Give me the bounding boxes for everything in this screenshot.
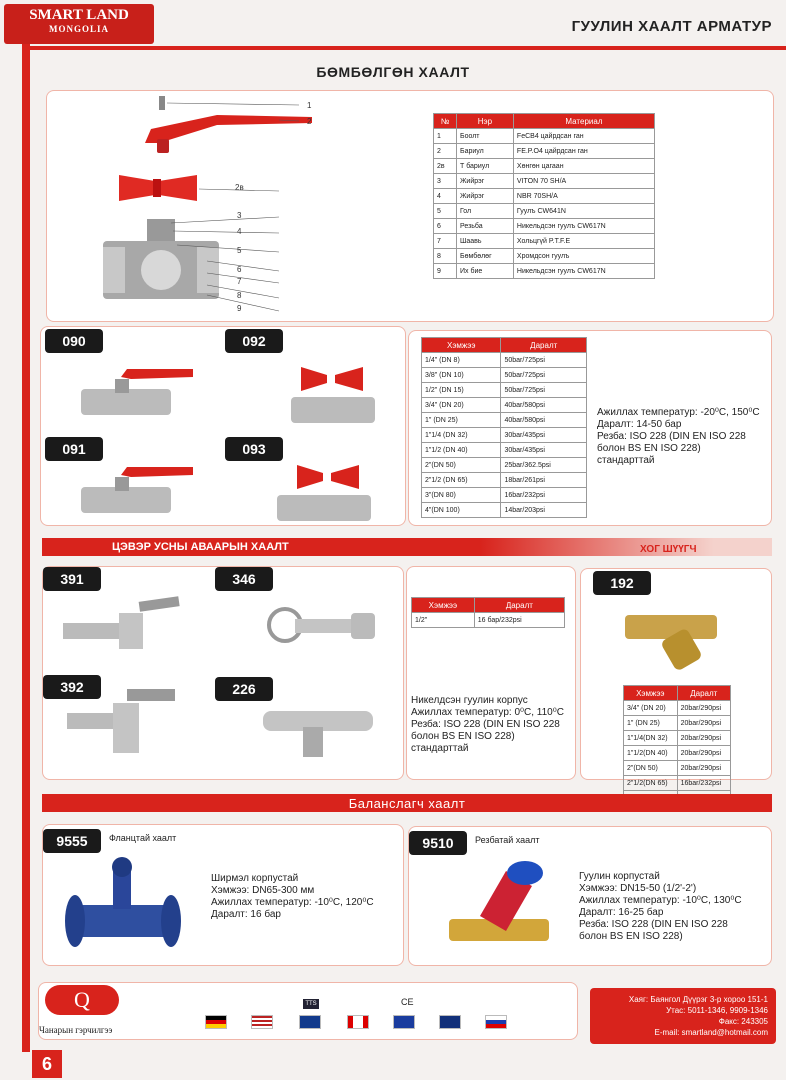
threaded-spec-line: болон BS EN ISO 228) [579, 931, 683, 942]
strainer-table-cell: 1" (DN 25) [624, 716, 678, 731]
size-table-cell: 14bar/203psi [501, 503, 587, 518]
russia-flag-icon [485, 1015, 507, 1029]
size-table-cell: 3/4" (DN 20) [422, 398, 501, 413]
tts-cert-mark: TTS [303, 999, 319, 1009]
size-table-cell: 40bar/580psi [501, 413, 587, 428]
strainer-table-row [624, 716, 731, 731]
size-table-row [422, 503, 587, 518]
model-tag-9555: 9555 [43, 829, 101, 853]
parts-table-cell: NBR 70SH/A [513, 189, 654, 204]
size-table-cell: 1/4" (DN 8) [422, 353, 501, 368]
parts-table-row [434, 234, 655, 249]
parts-table-row [434, 189, 655, 204]
size-table-cell: 50bar/725psi [501, 383, 587, 398]
size-table-cell: 4"(DN 100) [422, 503, 501, 518]
parts-table-header-0: № [434, 114, 457, 129]
strainer-table-cell: 20bar/290psi [677, 761, 730, 776]
size-table-header-0: Хэмжээ [422, 338, 501, 353]
flanged-valve-specs [211, 873, 401, 921]
emergency-spec-text [411, 695, 577, 755]
parts-table-cell: Бөмбөлөг [456, 249, 513, 264]
ball-spec-line: Резба: ISO 228 (DIN EN ISO 228 [597, 431, 746, 442]
size-table-row [422, 428, 587, 443]
parts-table-cell: Резьба [456, 219, 513, 234]
emergency-specs-panel [406, 566, 576, 780]
size-table-header-1: Даралт [501, 338, 587, 353]
parts-table-cell: 8 [434, 249, 457, 264]
left-accent-bar [22, 32, 30, 1052]
size-table-cell: 1" (DN 25) [422, 413, 501, 428]
emergency-table-cell: 1/2" [412, 613, 475, 628]
strainer-table-cell: 20bar/290psi [677, 746, 730, 761]
parts-table-cell: Хромдсон гуулъ [513, 249, 654, 264]
parts-table-header-1: Нэр [456, 114, 513, 129]
size-table-cell: 25bar/362.5psi [501, 458, 587, 473]
balancing-right-panel [408, 826, 772, 966]
valve-093-image [267, 455, 387, 525]
eu-flag-icon [393, 1015, 415, 1029]
valve-092-image [271, 357, 391, 427]
contact-address-box [590, 988, 776, 1044]
emergency-models-panel [42, 566, 404, 780]
model-tag-392: 392 [43, 675, 101, 699]
page-number: 6 [32, 1050, 62, 1078]
strainer-panel [580, 568, 772, 787]
footer-cert-panel [38, 982, 578, 1040]
ball-valve-models-panel [40, 326, 406, 526]
top-accent-line [22, 46, 786, 50]
uk-flag-icon [299, 1015, 321, 1029]
model-tag-9510: 9510 [409, 831, 467, 855]
valve-391-image [63, 593, 183, 657]
parts-table-cell: 4 [434, 189, 457, 204]
parts-table-cell: 6 [434, 219, 457, 234]
strainer-table-row [624, 731, 731, 746]
ball-valve-panel [46, 90, 774, 322]
threaded-valve-name: Резбатай хаалт [475, 835, 540, 845]
strainer-table-cell: 20bar/290psi [677, 701, 730, 716]
callout-3: 3 [237, 211, 242, 220]
size-table-cell: 16bar/232psi [501, 488, 587, 503]
size-table-cell: 30bar/435psi [501, 428, 587, 443]
ball-spec-line: Даралт: 14-50 бар [597, 419, 682, 430]
size-pressure-table [421, 337, 587, 518]
valve-091-image [71, 445, 201, 517]
emergency-valve-banner: ЦЭВЭР УСНЫ АВААРЫН ХААЛТ [42, 538, 772, 556]
model-tag-391: 391 [43, 567, 101, 591]
parts-table-cell: 9 [434, 264, 457, 279]
size-table-row [422, 383, 587, 398]
parts-table-cell: FeCB4 цайрдсан ган [513, 129, 654, 144]
size-table-cell: 50bar/725psi [501, 353, 587, 368]
model-tag-192: 192 [593, 571, 651, 595]
callout-8: 8 [237, 291, 242, 300]
parts-table-cell: Никельдсэн гуулъ CW617N [513, 219, 654, 234]
parts-table-cell: 2 [434, 144, 457, 159]
emergency-table-header-0: Хэмжээ [412, 598, 475, 613]
strainer-table-cell: 1"1/4(DN 32) [624, 731, 678, 746]
threaded-spec-line: Гуулин корпустай [579, 871, 660, 882]
parts-table-row [434, 204, 655, 219]
parts-table-cell: Шаавь [456, 234, 513, 249]
valve-226-image [263, 697, 389, 767]
flanged-spec-line: Ажиллах температур: -10⁰C, 120⁰C [211, 897, 374, 908]
parts-table-cell: Никельдсэн гуулъ CW617N [513, 264, 654, 279]
parts-table-cell: Жийрэг [456, 174, 513, 189]
parts-table-cell: Гол [456, 204, 513, 219]
size-table-cell: 3"(DN 80) [422, 488, 501, 503]
parts-table-header-2: Материал [513, 114, 654, 129]
strainer-table-cell: 2"1/2(DN 65) [624, 776, 678, 791]
strainer-table-cell: 2"(DN 50) [624, 761, 678, 776]
parts-table-cell: Их бие [456, 264, 513, 279]
quality-certificate-label: Чанарын гэрчилгээ [39, 1025, 113, 1035]
australia-flag-icon [439, 1015, 461, 1029]
model-tag-091: 091 [45, 437, 103, 461]
callout-6: 6 [237, 265, 242, 274]
size-table-cell: 40bar/580psi [501, 398, 587, 413]
emergency-spec-line: Никелдсэн гуулин корпус [411, 695, 528, 706]
size-table-cell: 2"(DN 50) [422, 458, 501, 473]
parts-table-cell: 1 [434, 129, 457, 144]
valve-9510-image [443, 857, 563, 957]
callout-1: 1 [307, 101, 312, 110]
parts-table-cell: Жийрэг [456, 189, 513, 204]
strainer-table-cell: 1"1/2(DN 40) [624, 746, 678, 761]
balancing-valve-banner: Баланслагч хаалт [42, 794, 772, 812]
flanged-spec-line: Даралт: 16 бар [211, 909, 281, 920]
parts-table-cell: Т бариул [456, 159, 513, 174]
size-table-row [422, 398, 587, 413]
germany-flag-icon [205, 1015, 227, 1029]
parts-table-cell: Боолт [456, 129, 513, 144]
strainer-table-row [624, 776, 731, 791]
parts-table-cell: Бариул [456, 144, 513, 159]
quality-mark-logo: Q [45, 985, 119, 1015]
canada-flag-icon [347, 1015, 369, 1029]
model-tag-346: 346 [215, 567, 273, 591]
flanged-spec-line: Ширмэл корпустай [211, 873, 299, 884]
balancing-left-panel [42, 824, 404, 966]
threaded-spec-line: Ажиллах температур: -10⁰C, 130⁰C [579, 895, 742, 906]
ball-spec-line: стандарттай [597, 455, 655, 466]
usa-flag-icon [251, 1015, 273, 1029]
parts-table-row [434, 219, 655, 234]
flanged-valve-name: Фланцтай хаалт [109, 833, 177, 843]
strainer-table-cell: 3/4" (DN 20) [624, 701, 678, 716]
ball-valve-spec-text [597, 407, 769, 467]
strainer-table-row [624, 761, 731, 776]
parts-table-row [434, 264, 655, 279]
ce-cert-mark: CE [401, 997, 414, 1007]
ball-spec-line: болон BS EN ISO 228) [597, 443, 701, 454]
brand-logo: SMART LAND MONGOLIA [4, 4, 154, 44]
size-table-row [422, 368, 587, 383]
emergency-spec-line: стандарттай [411, 743, 469, 754]
emergency-spec-line: болон BS EN ISO 228) [411, 731, 515, 742]
strainer-size-table [623, 685, 731, 806]
size-table-cell: 2"1/2 (DN 65) [422, 473, 501, 488]
parts-table-row [434, 174, 655, 189]
size-table-row [422, 473, 587, 488]
emergency-size-table [411, 597, 565, 628]
parts-table-cell: 5 [434, 204, 457, 219]
strainer-table-cell: 20bar/290psi [677, 731, 730, 746]
size-table-cell: 30bar/435psi [501, 443, 587, 458]
size-table-cell: 1"1/4 (DN 32) [422, 428, 501, 443]
ball-spec-line: Ажиллах температур: -20⁰C, 150⁰C [597, 407, 760, 418]
parts-table-row [434, 144, 655, 159]
size-table-row [422, 353, 587, 368]
parts-table-cell: VITON 70 SH/A [513, 174, 654, 189]
address-line: Хаяг: Баянгол Дүүрэг 3-р хороо 151-1 [628, 995, 768, 1004]
size-table-cell: 3/8" (DN 10) [422, 368, 501, 383]
model-tag-226: 226 [215, 677, 273, 701]
valve-exploded-diagram [67, 95, 327, 317]
size-table-row [422, 413, 587, 428]
page-section-title: ГУУЛИН ХААЛТ АРМАТУР [571, 18, 772, 35]
parts-table-cell: 7 [434, 234, 457, 249]
size-table-row [422, 458, 587, 473]
parts-table-cell: FE.P.O4 цайрдсан ган [513, 144, 654, 159]
strainer-table-header-0: Хэмжээ [624, 686, 678, 701]
address-line: Утас: 5011-1346, 9909-1346 [666, 1006, 768, 1015]
ball-valve-title: БӨМБӨЛГӨН ХААЛТ [316, 64, 470, 80]
parts-table-cell: Хөнгөн цагаан [513, 159, 654, 174]
valve-090-image [71, 347, 201, 419]
strainer-table-row [624, 746, 731, 761]
threaded-spec-line: Даралт: 16-25 бар [579, 907, 664, 918]
address-line: E-mail: smartland@hotmail.com [654, 1028, 768, 1037]
callout-4: 4 [237, 227, 242, 236]
strainer-table-cell: 16bar/232psi [677, 776, 730, 791]
strainer-table-row [624, 701, 731, 716]
threaded-spec-line: Резба: ISO 228 (DIN EN ISO 228 [579, 919, 728, 930]
parts-table-row [434, 249, 655, 264]
size-table-cell: 1/2" (DN 15) [422, 383, 501, 398]
parts-table-cell: 2в [434, 159, 457, 174]
parts-table-row [434, 129, 655, 144]
size-table-row [422, 443, 587, 458]
flanged-spec-line: Хэмжээ: DN65-300 мм [211, 885, 315, 896]
strainer-image [625, 597, 725, 675]
callout-5: 5 [237, 246, 242, 255]
strainer-table-cell: 20bar/290psi [677, 716, 730, 731]
emergency-table-header-1: Даралт [474, 598, 564, 613]
threaded-spec-line: Хэмжээ: DN15-50 (1/2'-2') [579, 883, 697, 894]
emergency-table-cell: 16 бар/232psi [474, 613, 564, 628]
model-tag-093: 093 [225, 437, 283, 461]
callout-9: 9 [237, 304, 242, 313]
parts-table [433, 113, 655, 279]
address-line: Факс: 243305 [718, 1017, 768, 1026]
emergency-table-row [412, 613, 565, 628]
valve-346-image [265, 597, 385, 657]
valve-392-image [67, 683, 187, 763]
emergency-spec-line: Ажиллах температур: 0⁰C, 110⁰C [411, 707, 564, 718]
callout-7: 7 [237, 277, 242, 286]
parts-table-cell: Хольцгүй P.T.F.E [513, 234, 654, 249]
size-table-cell: 50bar/725psi [501, 368, 587, 383]
valve-9555-image [63, 855, 183, 961]
ball-valve-specs-panel [408, 330, 772, 526]
callout-2: 2 [307, 117, 312, 126]
size-table-cell: 1"1/2 (DN 40) [422, 443, 501, 458]
parts-table-cell: 3 [434, 174, 457, 189]
strainer-title: ХОГ ШҮҮГЧ [640, 544, 697, 555]
callout-2b: 2в [235, 183, 244, 192]
parts-table-row [434, 159, 655, 174]
model-tag-092: 092 [225, 329, 283, 353]
strainer-table-header-1: Даралт [677, 686, 730, 701]
size-table-row [422, 488, 587, 503]
emergency-spec-line: Резба: ISO 228 (DIN EN ISO 228 [411, 719, 560, 730]
parts-table-cell: Гуулъ CW641N [513, 204, 654, 219]
threaded-valve-specs [579, 871, 773, 943]
model-tag-090: 090 [45, 329, 103, 353]
size-table-cell: 18bar/261psi [501, 473, 587, 488]
